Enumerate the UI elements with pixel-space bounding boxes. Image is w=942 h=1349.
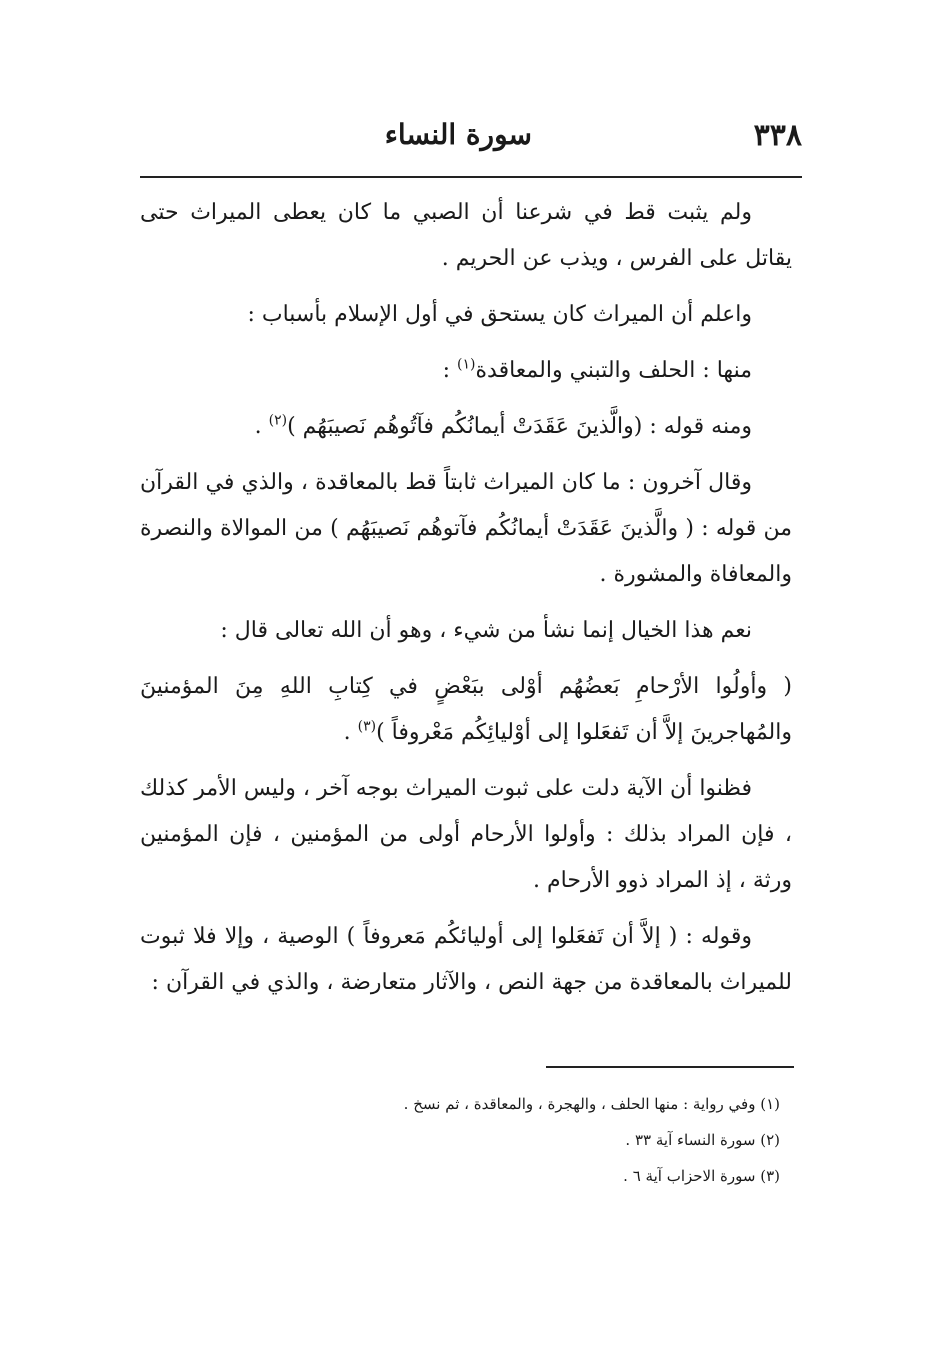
main-text — [140, 190, 792, 1016]
footnote-1: (١) وفي رواية : منها الحلف ، والهجرة ، والمعاقدة ، ثم نسخ . — [403, 1095, 780, 1113]
running-title: سورة النساء — [384, 118, 532, 151]
header-divider — [140, 176, 802, 178]
paragraph-5: وقال آخرون : ما كان الميراث ثابتاً قط بالمعاقدة ، والذي في القرآن من قوله : ( والَّذينَ عَقَدَتْ أيمانُكُم فآتوهُم نَصيبَهُم ) من الموالاة والنصرة والمعافاة والمشورة . — [140, 470, 792, 587]
paragraph-7: فظنوا أن الآية دلت على ثبوت الميراث بوجه آخر ، وليس الأمر كذلك ، فإن المراد بذلك : وأولوا الأرحام أولى من المؤمنين ، فإن المؤمنين ورثة ، إذ المراد ذوو الأرحام . — [140, 776, 792, 893]
paragraph-1: ولم يثبت قط في شرعنا أن الصبي ما كان يعطى الميراث حتى يقاتل على الفرس ، ويذب عن الحريم . — [140, 200, 792, 271]
verse-tail: . — [343, 720, 358, 745]
page-header — [140, 110, 802, 170]
paragraph-3-text: منها : الحلف والتبني والمعاقدة — [475, 358, 752, 383]
paragraph-2: واعلم أن الميراث كان يستحق في أول الإسلام بأسباب : — [247, 302, 752, 327]
footnote-ref-1[interactable]: (١) — [457, 356, 476, 373]
paragraph-3-tail: : — [442, 358, 458, 383]
footnote-2: (٢) سورة النساء آية ٣٣ . — [625, 1131, 780, 1149]
paragraph-3 — [140, 348, 792, 394]
footnotes — [260, 1086, 780, 1194]
quran-verse — [140, 664, 792, 756]
paragraph-4 — [140, 404, 792, 450]
footnote-3: (٣) سورة الاحزاب آية ٦ . — [623, 1167, 780, 1185]
paragraph-8: وقوله : ( إلاَّ أن تَفعَلوا إلى أوليائكُم مَعروفاً ) الوصية ، وإلا فلا ثبوت للميراث بالمعاقدة من جهة النص ، والآثار متعارضة ، والذي في القرآن : — [140, 924, 792, 995]
footnote-ref-3[interactable]: (٣) — [357, 718, 377, 735]
paragraph-4-text: ومنه قوله : (والَّذينَ عَقَدَتْ أيمانُكُم فآتُوهُم نَصيبَهُم ) — [287, 414, 752, 439]
paragraph-4-tail: . — [254, 414, 269, 439]
verse-text: ( وأولُوا الأرْحامِ بَعضُهُم أوْلى ببَعْضٍ في كِتابِ اللهِ مِنَ المؤمنينَ والمُهاجرينَ إلاَّ أن تَفعَلوا إلى أوْليائِكُم مَعْروفاً ) — [140, 674, 792, 745]
footnote-ref-2[interactable]: (٢) — [268, 412, 288, 429]
page-number: ٣٣٨ — [753, 118, 802, 153]
footnote-divider — [546, 1066, 794, 1068]
paragraph-6: نعم هذا الخيال إنما نشأ من شيء ، وهو أن الله تعالى قال : — [220, 618, 752, 643]
